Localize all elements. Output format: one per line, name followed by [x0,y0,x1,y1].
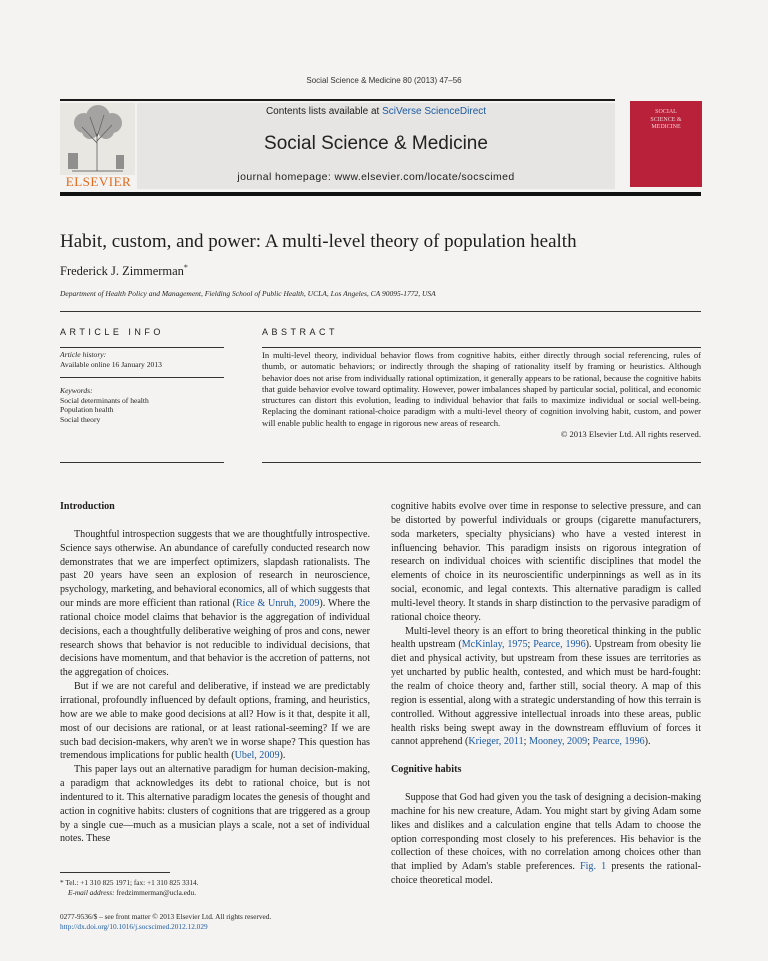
author-affiliation: Department of Health Policy and Management, Fielding School of Public Health, UCLA, Los Angeles, CA 90095-1772, USA [60,289,436,298]
history-label: Article history: [60,350,107,359]
keyword-item: Population health [60,405,114,415]
article-info-heading: ARTICLE INFO [60,327,164,337]
keywords-block [60,386,230,424]
journal-cover-image [630,101,702,187]
paragraph: This paper lays out an alternative paradigm for human decision-making, a paradigm that acknowledges its debt to rational choice, but is not indentured to it. This alternative paradigm locates the genesis of thought and action in cognitive habits: clusters of cognitions that are triggered as a group by a single cue—much as a musician plays a scale, not a set of individual notes. These [60,764,370,845]
footnote-mark: * [60,878,64,887]
citation-link[interactable]: Rice & Unruh, 2009 [236,598,320,610]
paragraph: Suppose that God had given you the task of designing a decision-making machine for his new creature, Adam. You might start by giving Adam some likes and dislikes and a calculation engine that tells Adam to choose the option corresponding most closely to his preferences. His behavior is the collection of these choices, with no correlation among choices other than that implied by Adam's stable preferences. Fig. 1 presents the rational-choice theoretical model. [391,792,701,887]
contents-prefix: Contents lists available at [265,106,383,117]
footnote-tel: Tel.: +1 310 825 1971; fax: +1 310 825 3314. [65,878,199,887]
author-name: Frederick J. Zimmerman [60,264,184,279]
citation-link[interactable]: Pearce, 1996 [533,639,586,651]
info-rule-2 [60,377,224,378]
keyword-item: Social theory [60,414,101,424]
abstract-body [262,350,701,440]
email-address[interactable]: fredzimmerman@ucla.edu. [116,888,197,898]
journal-homepage[interactable]: journal homepage: www.elsevier.com/locate/socscimed [237,171,515,183]
front-matter [60,912,390,933]
citation-link[interactable]: McKinlay, 1975 [461,639,528,651]
header-bottom-rule [60,192,701,196]
section-heading-introduction: Introduction [60,501,115,512]
author-line [60,263,188,279]
right-column [391,500,701,888]
publisher-logo-text: ELSEVIER [65,174,132,189]
abstract-text: In multi-level theory, individual behavior flows from cognitive habits, either directly through social referencing, rules of thumb, or automatic behaviors; or indirectly through the shaping of rationality itself by framing or heuristics. Although behavior does not arise from individually rational optimization, it generally appears to be rational, because the cognitive habits that guide behavior evolve toward optimality. However, power imbalances shaped by particular social, political, and economic structures can distort this evolution, leading to individual behavior that fails to maximize individual or social well-being. Replacing the dominant rational-choice paradigm with a multi-level theory of cognition involving habit, custom, and power will enable public health to engage in rigorous new areas of research. [262,350,701,428]
keyword-item: Social determinants of health [60,395,149,405]
article-title: Habit, custom, and power: A multi-level theory of population health [60,231,577,252]
abstract-heading: ABSTRACT [262,327,339,337]
abstract-bottom-rule [262,462,701,463]
citation-link[interactable]: Krieger, 2011 [468,736,524,748]
email-label: E-mail address: [68,888,115,898]
paragraph: But if we are not careful and deliberative, if instead we are predictably irrational, profoundly influenced by default options, framing, and heuristics, how are we able to make good decisions at all? How is it that, despite it all, most of our decisions are rational, or at least rational-seeming? If we are such bad decision-makers, why aren't we in worse shape? This question has tremendous implications for public health (Ubel, 2009). [60,681,370,762]
history-value: Available online 16 January 2013 [60,359,162,369]
contents-line [137,106,615,117]
citation-link[interactable]: Ubel, 2009 [234,750,280,762]
abstract-copyright: © 2013 Elsevier Ltd. All rights reserved. [560,429,701,440]
info-bottom-rule [60,462,224,463]
keywords-label: Keywords: [60,386,93,395]
info-rule-1 [60,347,224,348]
citation-link[interactable]: Pearce, 1996 [592,736,645,748]
author-footnote-mark[interactable]: * [183,263,188,272]
author-footnote [60,878,390,899]
cover-text: SOCIAL SCIENCE & MEDICINE [650,109,682,130]
paragraph: cognitive habits evolve over time in response to selective pressure, and can be distorted by powerful individuals or groups (cigarette manufacturers, soda marketers, specialty physicians) who have a vested interest in influencing behavior. This paradigm insists on rigorous integration of research on individual choices with scientific disciplines that model the elements of choice in its neuroscientific underpinnings as well as in its social, economic, and legal contexts. This alternative paradigm is called multi-level theory. It stands in sharp distinction to the pervasive paradigm of rational choice theory. [391,501,701,623]
abstract-top-rule [262,347,701,348]
figure-link[interactable]: Fig. 1 [580,861,607,873]
header-top-rule [60,99,615,101]
journal-title: Social Science & Medicine [264,133,488,154]
info-top-rule [60,311,701,312]
left-column [60,500,370,846]
journal-citation: Social Science & Medicine 80 (2013) 47–56 [306,76,462,85]
paragraph: Thoughtful introspection suggests that we are thoughtfully introspective. Science says otherwise. An abundance of carefully conducted research now demonstrates that we are imperfect optimizers, slapdash rationalists. The past 20 years have seen an explosion of research in neuroscience, psychology, marketing, and behavioral economics, all of which suggests that our minds are more efficient than rational (Rice & Unruh, 2009). Where the rational choice model claims that behavior is the aggregation of individual decisions, each a thoughtfully deliberative weighing of pros and cons, newer research shows that behavior is not reducible to individual decisions, that decisions have momentum, and that behavior is the accretion of patterns, not the aggregation of choices. [60,528,371,679]
sciencedirect-link[interactable]: SciVerse ScienceDirect [382,106,487,117]
paragraph: Multi-level theory is an effort to bring theoretical thinking in the public health upstream (McKinlay, 1975; Pearce, 1996). Upstream from obesity lie diet and physical activity, but upstream from these issues are territories as yet uncharted by public health, contested, and which must be hard-fought: the realm of choice theory and, farther still, social theory. A map of this region is essential, along with a strategic understanding of how this terrain is controlled. Without aggressive intellectual inroads into these areas, public health risks being swept away in the downstream effluvium of forces it cannot apprehend (Krieger, 2011; Mooney, 2009; Pearce, 1996). [391,625,701,748]
section-heading-cognitive-habits: Cognitive habits [391,764,462,776]
article-history [60,350,230,369]
issn-line: 0277-9536/$ – see front matter © 2013 Elsevier Ltd. All rights reserved. [60,912,272,921]
footnote-rule [60,872,170,873]
citation-link[interactable]: Mooney, 2009 [528,736,588,748]
doi-link[interactable]: http://dx.doi.org/10.1016/j.socscimed.2012.12.029 [60,922,208,932]
